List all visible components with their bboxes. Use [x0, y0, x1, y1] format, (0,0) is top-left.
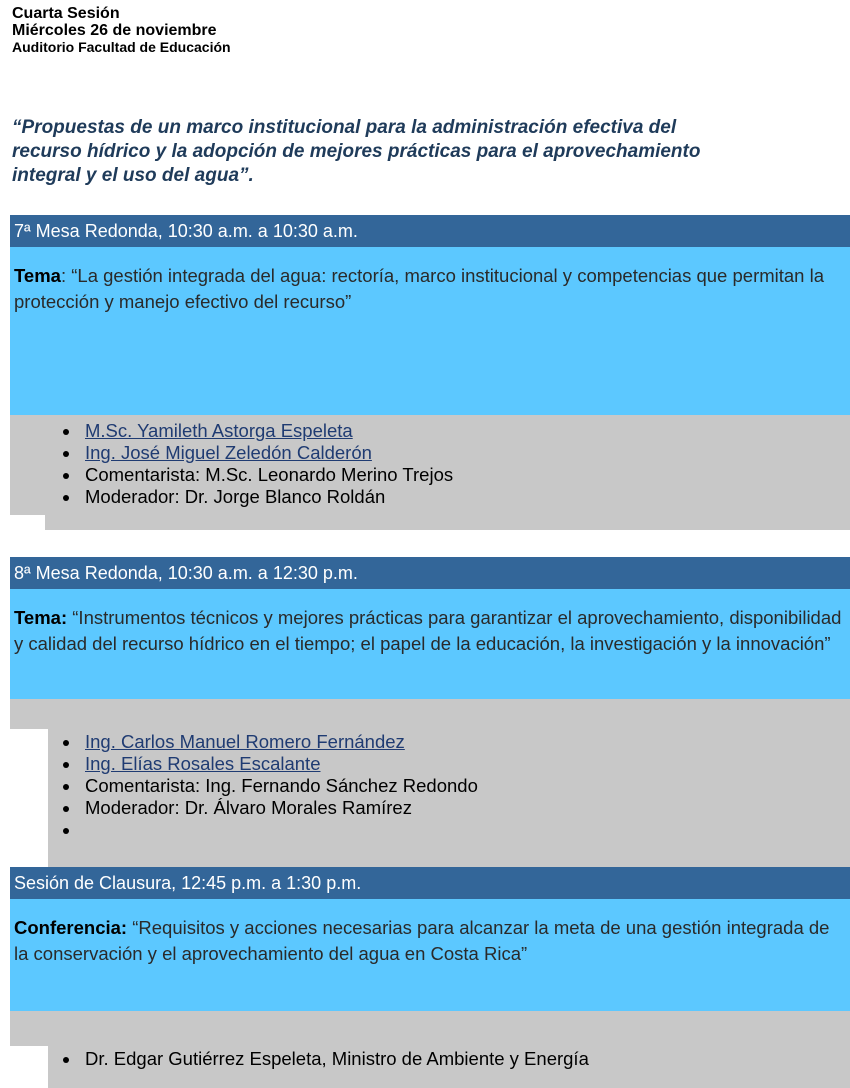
list-item [10, 731, 850, 753]
person-name: Dr. Álvaro Morales Ramírez [184, 797, 412, 818]
list-item [10, 464, 850, 486]
gray-gap [10, 699, 850, 729]
topic-text: : “La gestión integrada del agua: rectoría, marco institucional y competencias que permitan la protección y manejo efectivo del recurso” [14, 265, 825, 312]
person-role: , Ministro de Ambiente y Energía [321, 1048, 589, 1069]
topic-text: “Instrumentos técnicos y mejores prácticas para garantizar el aprovechamiento, disponibilidad y calidad del recurso hídrico en el tiempo; el papel de la educación, la investigación y la innovación” [14, 607, 842, 654]
bullet [63, 1057, 69, 1063]
list-item [10, 442, 850, 464]
role-label: Comentarista: [85, 775, 206, 796]
topic-text: “Requisitos y acciones necesarias para alcanzar la meta de una gestión integrada de la conservación y el aprovechamiento del agua en Costa Rica” [14, 917, 830, 964]
list-item [10, 753, 850, 775]
session-date: Miércoles 26 de noviembre [12, 22, 217, 39]
person-name: Dr. Edgar Gutiérrez Espeleta [85, 1048, 322, 1069]
spacer [10, 530, 850, 557]
list-item [10, 819, 850, 841]
bullet [63, 451, 69, 457]
session-header [12, 5, 231, 56]
list-item [10, 486, 850, 508]
list-item [10, 420, 850, 442]
role-label: Moderador: [85, 797, 185, 818]
role-label: Comentarista: [85, 464, 206, 485]
person-name: Ing. Fernando Sánchez Redondo [205, 775, 478, 796]
session-name: Cuarta Sesión [12, 5, 120, 22]
bullet [63, 495, 69, 501]
speaker-link[interactable]: M.Sc. Yamileth Astorga Espeleta [85, 420, 353, 441]
bullet [63, 828, 69, 834]
page-margin [10, 515, 45, 530]
speaker-link[interactable]: Ing. Elías Rosales Escalante [85, 753, 321, 774]
section-heading: 7ª Mesa Redonda, 10:30 a.m. a 10:30 a.m. [10, 215, 850, 247]
speaker-link[interactable]: Ing. José Miguel Zeledón Calderón [85, 442, 372, 463]
topic-label: Conferencia: [14, 917, 128, 938]
bullet [63, 429, 69, 435]
section-heading: Sesión de Clausura, 12:45 p.m. a 1:30 p.m. [10, 867, 850, 899]
section-topic [10, 899, 850, 1011]
bullet [63, 784, 69, 790]
list-item [10, 797, 850, 819]
bullet [63, 740, 69, 746]
topic-label: Tema: [14, 607, 68, 628]
speaker-list [10, 1046, 850, 1088]
gray-gap [10, 1011, 850, 1046]
bullet [63, 473, 69, 479]
section-topic [10, 247, 850, 415]
speaker-list [10, 729, 850, 867]
person-name: Dr. Jorge Blanco Roldán [184, 486, 386, 507]
session-title: “Propuestas de un marco institucional para la administración efectiva del recurso hídrico y la adopción de mejores prácticas para el aprovechamiento integral y el uso del agua”. [12, 117, 701, 186]
bullet [63, 806, 69, 812]
bullet [63, 762, 69, 768]
topic-label: Tema [14, 265, 61, 286]
section-heading: 8ª Mesa Redonda, 10:30 a.m. a 12:30 p.m. [10, 557, 850, 589]
person-name: M.Sc. Leonardo Merino Trejos [205, 464, 454, 485]
list-item [10, 1048, 850, 1070]
speaker-link[interactable]: Ing. Carlos Manuel Romero Fernández [85, 731, 405, 752]
list-item [10, 775, 850, 797]
role-label: Moderador: [85, 486, 185, 507]
section-topic [10, 589, 850, 699]
session-venue: Auditorio Facultad de Educación [12, 39, 231, 55]
speaker-list [10, 415, 850, 530]
